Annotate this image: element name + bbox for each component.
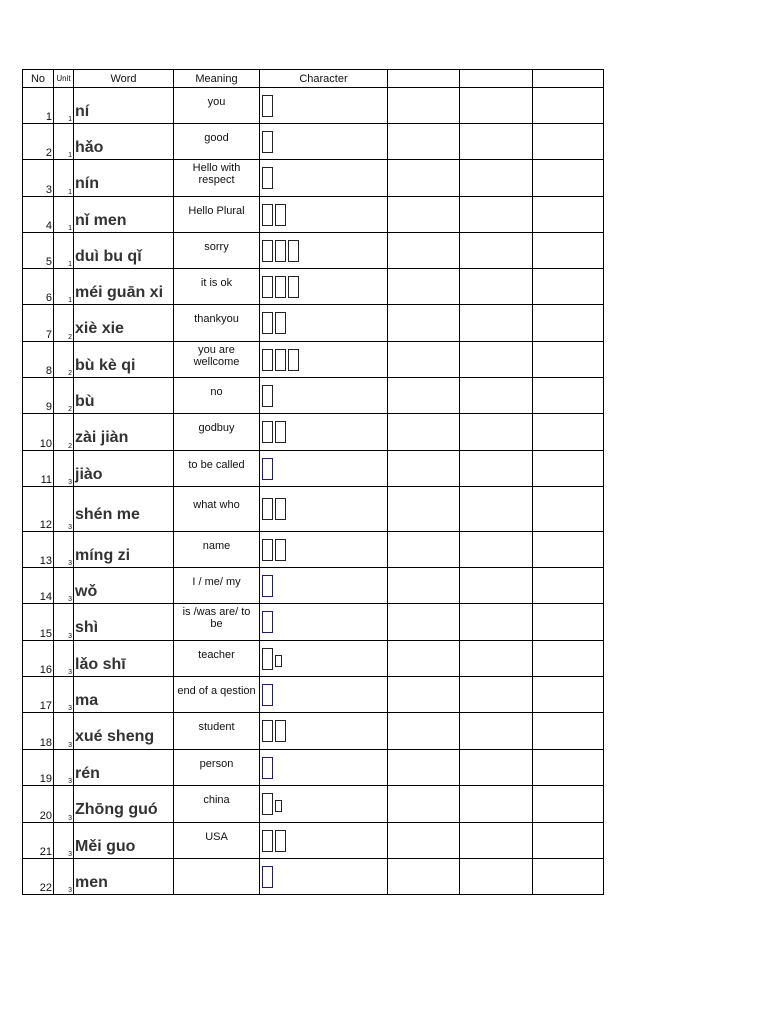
character-cell[interactable] <box>260 713 388 750</box>
empty-cell[interactable] <box>460 124 533 160</box>
table-row <box>23 305 604 342</box>
empty-cell[interactable] <box>388 160 460 197</box>
empty-cell[interactable] <box>388 197 460 233</box>
unit-cell[interactable]: 1 <box>54 197 74 233</box>
word-cell[interactable] <box>74 823 174 859</box>
meaning-cell-text: china <box>203 794 230 806</box>
meaning-cell[interactable] <box>174 305 260 342</box>
meaning-cell-text: is /was are/ to be <box>182 606 251 630</box>
missing-glyph-icon <box>262 240 273 262</box>
word-cell[interactable] <box>74 414 174 451</box>
unit-cell[interactable]: 2 <box>54 414 74 451</box>
missing-glyph-icon <box>262 498 273 520</box>
empty-cell[interactable] <box>460 342 533 378</box>
row-number-cell[interactable]: 17 <box>23 677 54 713</box>
word-cell-text: xué sheng <box>75 728 155 745</box>
missing-glyph-icon <box>262 575 273 597</box>
empty-cell[interactable] <box>533 859 604 895</box>
unit-cell[interactable]: 3 <box>54 451 74 487</box>
word-cell-text: ní <box>75 102 90 120</box>
table-row <box>23 750 604 786</box>
table-row <box>23 451 604 487</box>
missing-glyph-icon <box>275 421 286 443</box>
missing-glyph-icon <box>262 648 273 670</box>
empty-cell[interactable] <box>388 414 460 451</box>
character-cell[interactable] <box>260 677 388 713</box>
empty-cell[interactable] <box>533 414 604 451</box>
unit-cell[interactable]: 3 <box>54 604 74 641</box>
meaning-cell-text: you are wellcome <box>193 343 240 368</box>
table-row <box>23 378 604 414</box>
row-number-cell[interactable]: 9 <box>23 378 54 414</box>
meaning-cell-text: person <box>199 757 234 770</box>
table-row <box>23 713 604 750</box>
header-extra-1[interactable] <box>388 70 460 88</box>
word-cell-text: zài jiàn <box>75 429 129 446</box>
table-row <box>23 604 604 641</box>
missing-glyph-icon <box>288 276 299 298</box>
missing-glyph-icon <box>288 349 299 371</box>
row-number-cell[interactable]: 16 <box>23 641 54 677</box>
empty-cell[interactable] <box>533 269 604 305</box>
character-cell[interactable] <box>260 269 388 305</box>
meaning-cell[interactable] <box>174 568 260 604</box>
character-cell[interactable] <box>260 342 388 378</box>
word-cell-text: bù <box>75 392 95 410</box>
character-cell[interactable] <box>260 604 388 641</box>
empty-cell[interactable] <box>388 451 460 487</box>
missing-glyph-icon <box>262 349 273 371</box>
missing-glyph-icon <box>275 830 286 852</box>
character-cell[interactable] <box>260 197 388 233</box>
meaning-cell[interactable] <box>174 786 260 823</box>
empty-cell[interactable] <box>460 859 533 895</box>
table-row <box>23 124 604 160</box>
empty-cell[interactable] <box>533 713 604 750</box>
word-cell[interactable] <box>74 604 174 641</box>
word-cell-text: bù kè qi <box>75 356 136 374</box>
missing-glyph-icon <box>262 458 273 480</box>
character-cell[interactable] <box>260 786 388 823</box>
meaning-cell-text: USA <box>205 830 228 843</box>
missing-glyph-icon <box>262 866 273 888</box>
meaning-cell-text: you <box>207 95 226 108</box>
empty-cell[interactable] <box>388 532 460 568</box>
missing-glyph-icon <box>262 131 273 153</box>
unit-cell[interactable]: 3 <box>54 532 74 568</box>
meaning-cell[interactable] <box>174 414 260 451</box>
unit-cell[interactable]: 1 <box>54 124 74 160</box>
unit-cell[interactable]: 3 <box>54 823 74 859</box>
table-row <box>23 269 604 305</box>
character-cell[interactable] <box>260 160 388 197</box>
missing-glyph-icon <box>262 385 273 407</box>
word-cell-text: Zhōng guó <box>75 801 158 818</box>
empty-cell[interactable] <box>388 487 460 532</box>
character-cell[interactable] <box>260 487 388 532</box>
unit-cell[interactable]: 3 <box>54 641 74 677</box>
missing-glyph-icon <box>275 276 286 298</box>
empty-cell[interactable] <box>533 677 604 713</box>
table-row <box>23 487 604 532</box>
row-number-cell[interactable]: 3 <box>23 160 54 197</box>
header-meaning[interactable]: Meaning <box>174 70 260 88</box>
missing-glyph-icon <box>275 204 286 226</box>
header-extra-2[interactable] <box>460 70 533 88</box>
word-cell-text: nín <box>75 175 99 192</box>
empty-cell[interactable] <box>460 197 533 233</box>
word-cell[interactable] <box>74 487 174 532</box>
empty-cell[interactable] <box>388 750 460 786</box>
word-cell-text: duì bu qǐ <box>75 247 142 265</box>
empty-cell[interactable] <box>388 604 460 641</box>
unit-cell[interactable]: 3 <box>54 487 74 532</box>
meaning-cell-text: good <box>204 131 229 144</box>
word-cell-text: men <box>75 873 108 891</box>
word-cell-text: shén me <box>75 506 140 523</box>
meaning-cell[interactable] <box>174 378 260 414</box>
word-cell[interactable] <box>74 197 174 233</box>
word-cell-text: méi guān xi <box>75 283 164 301</box>
empty-cell[interactable] <box>533 641 604 677</box>
word-cell[interactable] <box>74 641 174 677</box>
table-row <box>23 568 604 604</box>
row-number-cell[interactable]: 21 <box>23 823 54 859</box>
unit-cell[interactable]: 3 <box>54 750 74 786</box>
row-number-cell[interactable]: 2 <box>23 124 54 160</box>
empty-cell[interactable] <box>388 88 460 124</box>
word-cell[interactable] <box>74 451 174 487</box>
unit-cell[interactable]: 2 <box>54 378 74 414</box>
missing-glyph-icon <box>275 800 282 812</box>
unit-cell[interactable]: 1 <box>54 88 74 124</box>
missing-glyph-icon <box>275 655 282 667</box>
meaning-cell-text: to be called <box>188 458 245 471</box>
empty-cell[interactable] <box>533 305 604 342</box>
row-number-cell[interactable]: 18 <box>23 713 54 750</box>
row-number-cell[interactable]: 10 <box>23 414 54 451</box>
table-row <box>23 677 604 713</box>
table-row <box>23 786 604 823</box>
row-number-cell[interactable]: 1 <box>23 88 54 124</box>
missing-glyph-icon <box>262 611 273 633</box>
word-cell[interactable] <box>74 713 174 750</box>
character-cell[interactable] <box>260 88 388 124</box>
meaning-cell[interactable] <box>174 532 260 568</box>
table-row <box>23 823 604 859</box>
empty-cell[interactable] <box>460 160 533 197</box>
word-cell[interactable] <box>74 378 174 414</box>
meaning-cell-text: what who <box>193 499 240 511</box>
empty-cell[interactable] <box>533 233 604 269</box>
character-cell[interactable] <box>260 378 388 414</box>
missing-glyph-icon <box>275 720 286 742</box>
row-number-cell[interactable]: 14 <box>23 568 54 604</box>
missing-glyph-icon <box>262 276 273 298</box>
missing-glyph-icon <box>262 684 273 706</box>
empty-cell[interactable] <box>533 487 604 532</box>
word-cell[interactable] <box>74 786 174 823</box>
unit-cell[interactable]: 3 <box>54 568 74 604</box>
table-row <box>23 233 604 269</box>
word-cell[interactable] <box>74 88 174 124</box>
character-cell[interactable] <box>260 305 388 342</box>
character-cell[interactable] <box>260 641 388 677</box>
empty-cell[interactable] <box>460 677 533 713</box>
missing-glyph-icon <box>275 539 286 561</box>
row-number-cell[interactable]: 15 <box>23 604 54 641</box>
meaning-cell-text: end of a qestion <box>177 684 256 697</box>
character-cell[interactable] <box>260 532 388 568</box>
empty-cell[interactable] <box>533 197 604 233</box>
vocabulary-table <box>22 69 604 895</box>
character-cell[interactable] <box>260 233 388 269</box>
unit-cell[interactable]: 3 <box>54 859 74 895</box>
word-cell[interactable] <box>74 124 174 160</box>
word-cell-text: rén <box>75 764 100 782</box>
missing-glyph-icon <box>275 312 286 334</box>
meaning-cell-text: no <box>210 385 223 398</box>
empty-cell[interactable] <box>460 414 533 451</box>
row-number-cell[interactable]: 11 <box>23 451 54 487</box>
empty-cell[interactable] <box>388 124 460 160</box>
word-cell[interactable] <box>74 677 174 713</box>
header-extra-3[interactable] <box>533 70 604 88</box>
meaning-cell-text: I / me/ my <box>192 575 241 588</box>
missing-glyph-icon <box>262 720 273 742</box>
character-cell[interactable] <box>260 750 388 786</box>
empty-cell[interactable] <box>388 859 460 895</box>
missing-glyph-icon <box>262 312 273 334</box>
missing-glyph-icon <box>262 539 273 561</box>
meaning-cell-text: student <box>198 721 235 733</box>
table-body <box>23 88 604 895</box>
meaning-cell[interactable] <box>174 823 260 859</box>
empty-cell[interactable] <box>388 786 460 823</box>
meaning-cell-text: Hello Plural <box>188 204 245 217</box>
header-character[interactable]: Character <box>260 70 388 88</box>
unit-cell[interactable]: 3 <box>54 677 74 713</box>
empty-cell[interactable] <box>460 233 533 269</box>
character-cell[interactable] <box>260 124 388 160</box>
unit-cell[interactable]: 2 <box>54 342 74 378</box>
meaning-cell-text: it is ok <box>200 276 233 289</box>
unit-cell[interactable]: 3 <box>54 786 74 823</box>
word-cell[interactable] <box>74 233 174 269</box>
header-word[interactable]: Word <box>74 70 174 88</box>
character-cell[interactable] <box>260 823 388 859</box>
character-cell[interactable] <box>260 414 388 451</box>
word-cell-text: lǎo shī <box>75 655 126 673</box>
character-cell[interactable] <box>260 568 388 604</box>
missing-glyph-icon <box>275 349 286 371</box>
empty-cell[interactable] <box>533 532 604 568</box>
empty-cell[interactable] <box>388 305 460 342</box>
empty-cell[interactable] <box>460 305 533 342</box>
empty-cell[interactable] <box>533 88 604 124</box>
empty-cell[interactable] <box>460 88 533 124</box>
word-cell-text: wǒ <box>75 582 98 600</box>
empty-cell[interactable] <box>533 786 604 823</box>
row-number-cell[interactable]: 13 <box>23 532 54 568</box>
empty-cell[interactable] <box>388 233 460 269</box>
meaning-cell-text: teacher <box>198 648 235 661</box>
word-cell-text: xiè xie <box>75 320 124 337</box>
word-cell-text: míng zi <box>75 546 131 564</box>
empty-cell[interactable] <box>460 451 533 487</box>
row-number-cell[interactable]: 22 <box>23 859 54 895</box>
empty-cell[interactable] <box>533 451 604 487</box>
empty-cell[interactable] <box>533 750 604 786</box>
empty-cell[interactable] <box>388 378 460 414</box>
table-row <box>23 342 604 378</box>
table-row <box>23 88 604 124</box>
empty-cell[interactable] <box>460 532 533 568</box>
empty-cell[interactable] <box>533 124 604 160</box>
empty-cell[interactable] <box>460 487 533 532</box>
word-cell-text: ma <box>75 691 99 709</box>
word-cell[interactable] <box>74 342 174 378</box>
character-cell[interactable] <box>260 859 388 895</box>
row-number-cell[interactable]: 5 <box>23 233 54 269</box>
missing-glyph-icon <box>262 793 273 815</box>
word-cell[interactable] <box>74 532 174 568</box>
row-number-cell[interactable]: 12 <box>23 487 54 532</box>
row-number-cell[interactable]: 6 <box>23 269 54 305</box>
missing-glyph-icon <box>262 830 273 852</box>
word-cell-text: hǎo <box>75 138 104 156</box>
missing-glyph-icon <box>262 167 273 189</box>
empty-cell[interactable] <box>388 641 460 677</box>
word-cell-text: Měi guo <box>75 837 136 855</box>
word-cell[interactable] <box>74 305 174 342</box>
row-number-cell[interactable]: 20 <box>23 786 54 823</box>
meaning-cell[interactable] <box>174 160 260 197</box>
table-row <box>23 160 604 197</box>
header-row <box>23 70 604 88</box>
row-number-cell[interactable]: 19 <box>23 750 54 786</box>
missing-glyph-icon <box>262 204 273 226</box>
empty-cell[interactable] <box>460 823 533 859</box>
meaning-cell[interactable] <box>174 269 260 305</box>
table-row <box>23 859 604 895</box>
table-row <box>23 532 604 568</box>
empty-cell[interactable] <box>533 378 604 414</box>
header-unit[interactable]: Unit <box>54 70 74 88</box>
meaning-cell[interactable] <box>174 342 260 378</box>
meaning-cell[interactable] <box>174 233 260 269</box>
meaning-cell-text: name <box>202 539 231 552</box>
table-row <box>23 197 604 233</box>
meaning-cell-text: Hello with respect <box>192 162 241 186</box>
meaning-cell[interactable] <box>174 124 260 160</box>
missing-glyph-icon <box>275 240 286 262</box>
meaning-cell-text: thankyou <box>194 313 239 325</box>
empty-cell[interactable] <box>388 677 460 713</box>
empty-cell[interactable] <box>533 823 604 859</box>
empty-cell[interactable] <box>388 713 460 750</box>
row-number-cell[interactable]: 8 <box>23 342 54 378</box>
empty-cell[interactable] <box>533 342 604 378</box>
word-cell-text: nǐ men <box>75 211 127 229</box>
meaning-cell[interactable] <box>174 88 260 124</box>
table-row <box>23 414 604 451</box>
unit-cell[interactable]: 2 <box>54 305 74 342</box>
empty-cell[interactable] <box>388 342 460 378</box>
unit-cell[interactable]: 1 <box>54 233 74 269</box>
empty-cell[interactable] <box>388 823 460 859</box>
header-no[interactable]: No <box>23 70 54 88</box>
empty-cell[interactable] <box>460 641 533 677</box>
unit-cell[interactable]: 1 <box>54 269 74 305</box>
meaning-cell[interactable] <box>174 677 260 713</box>
empty-cell[interactable] <box>460 269 533 305</box>
missing-glyph-icon <box>275 498 286 520</box>
word-cell[interactable] <box>74 750 174 786</box>
meaning-cell[interactable] <box>174 604 260 641</box>
meaning-cell[interactable] <box>174 713 260 750</box>
table-row <box>23 641 604 677</box>
word-cell-text: jiào <box>75 465 103 483</box>
empty-cell[interactable] <box>460 750 533 786</box>
missing-glyph-icon <box>262 421 273 443</box>
meaning-cell[interactable] <box>174 451 260 487</box>
row-number-cell[interactable]: 7 <box>23 305 54 342</box>
meaning-cell[interactable] <box>174 859 260 895</box>
meaning-cell[interactable] <box>174 487 260 532</box>
unit-cell[interactable]: 1 <box>54 160 74 197</box>
meaning-cell[interactable] <box>174 197 260 233</box>
empty-cell[interactable] <box>460 378 533 414</box>
character-cell[interactable] <box>260 451 388 487</box>
missing-glyph-icon <box>262 757 273 779</box>
empty-cell[interactable] <box>533 160 604 197</box>
missing-glyph-icon <box>288 240 299 262</box>
empty-cell[interactable] <box>460 713 533 750</box>
word-cell[interactable] <box>74 859 174 895</box>
meaning-cell-text: godbuy <box>198 422 235 434</box>
word-cell[interactable] <box>74 160 174 197</box>
meaning-cell-text: sorry <box>204 240 229 253</box>
meaning-cell[interactable] <box>174 750 260 786</box>
empty-cell[interactable] <box>388 568 460 604</box>
empty-cell[interactable] <box>388 269 460 305</box>
row-number-cell[interactable]: 4 <box>23 197 54 233</box>
unit-cell[interactable]: 3 <box>54 713 74 750</box>
word-cell-text: shì <box>75 619 99 636</box>
missing-glyph-icon <box>262 95 273 117</box>
empty-cell[interactable] <box>533 568 604 604</box>
empty-cell[interactable] <box>460 786 533 823</box>
word-cell[interactable] <box>74 269 174 305</box>
empty-cell[interactable] <box>460 568 533 604</box>
empty-cell[interactable] <box>460 604 533 641</box>
word-cell[interactable] <box>74 568 174 604</box>
empty-cell[interactable] <box>533 604 604 641</box>
meaning-cell[interactable] <box>174 641 260 677</box>
